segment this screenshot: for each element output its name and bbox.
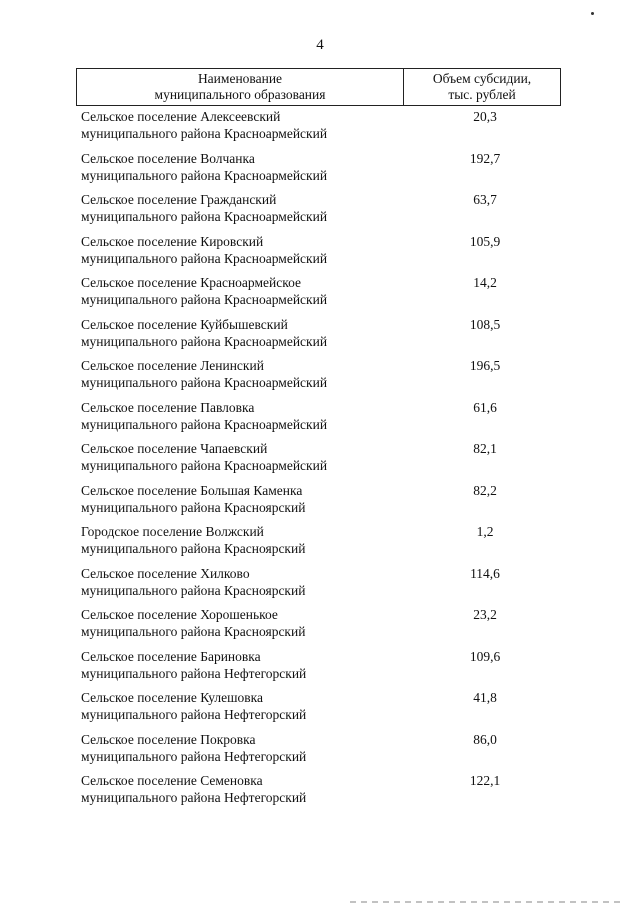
municipality-name-line2: муниципального района Красноармейский	[81, 333, 328, 349]
subsidy-amount: 196,5	[469, 358, 501, 373]
header-row	[77, 69, 561, 106]
table-row	[81, 108, 561, 150]
municipality-name-line1: Сельское поселение Семеновка	[81, 773, 263, 788]
subsidy-amount: 105,9	[469, 233, 501, 249]
municipality-name	[81, 191, 401, 225]
municipality-name-line2: муниципального района Нефтегорский	[81, 707, 307, 722]
municipality-name-line1: Городское поселение Волжский	[81, 524, 264, 539]
municipality-name-line2: муниципального района Красноярский	[81, 624, 306, 639]
municipality-name	[81, 357, 401, 391]
municipality-name-line1: Сельское поселение Ленинский	[81, 358, 264, 373]
table-body	[81, 108, 561, 814]
table-row	[81, 523, 561, 565]
header-amount-line2: тыс. рублей	[448, 87, 516, 102]
subsidy-amount: 1,2	[476, 524, 494, 539]
municipality-name	[81, 399, 401, 433]
municipality-name-line1: Сельское поселение Павловка	[81, 399, 255, 415]
municipality-name-line2: муниципального района Красноармейский	[81, 458, 328, 473]
municipality-name-line2: муниципального района Нефтегорский	[81, 790, 307, 805]
subsidy-amount: 41,8	[473, 690, 497, 705]
municipality-name-line1: Сельское поселение Хилково	[81, 565, 250, 581]
subsidy-amount: 14,2	[473, 275, 497, 290]
table-row	[81, 357, 561, 399]
municipality-name-line1: Сельское поселение Кировский	[81, 233, 264, 249]
subsidy-amount: 23,2	[473, 607, 497, 622]
municipality-name-line1: Сельское поселение Гражданский	[81, 192, 277, 207]
table-row	[81, 731, 561, 773]
table-row	[81, 482, 561, 524]
municipality-name-line1: Сельское поселение Хорошенькое	[81, 607, 278, 622]
header-amount-line1: Объем субсидии,	[432, 71, 532, 86]
municipality-name-line2: муниципального района Красноармейский	[81, 292, 328, 307]
municipality-name	[81, 565, 401, 599]
header-name-line1: Наименование	[197, 71, 283, 86]
table-row	[81, 772, 561, 814]
municipality-name-line2: муниципального района Красноярский	[81, 499, 306, 515]
municipality-name-line2: муниципального района Красноармейский	[81, 209, 328, 224]
municipality-name-line1: Сельское поселение Красноармейское	[81, 275, 301, 290]
municipality-name-line1: Сельское поселение Большая Каменка	[81, 482, 303, 498]
table-row	[81, 648, 561, 690]
subsidy-amount: 20,3	[473, 109, 497, 124]
municipality-name-line1: Сельское поселение Алексеевский	[81, 109, 281, 124]
header-name-cell	[77, 69, 404, 106]
municipality-name	[81, 523, 401, 557]
municipality-name-line2: муниципального района Красноармейский	[81, 375, 328, 390]
municipality-name	[81, 274, 401, 308]
municipality-name	[81, 233, 401, 267]
municipality-name-line2: муниципального района Красноармейский	[81, 126, 328, 141]
municipality-name-line2: муниципального района Красноармейский	[81, 250, 328, 266]
header-amount-cell	[404, 69, 561, 106]
municipality-name	[81, 150, 401, 184]
municipality-name	[81, 316, 401, 350]
table-row	[81, 191, 561, 233]
table-row	[81, 606, 561, 648]
municipality-name-line1: Сельское поселение Волчанка	[81, 150, 255, 166]
page-number: 4	[316, 37, 324, 53]
municipality-name-line2: муниципального района Нефтегорский	[81, 665, 307, 681]
municipality-name	[81, 689, 401, 723]
scan-footer-artifact	[350, 901, 620, 903]
municipality-name	[81, 648, 401, 682]
table-row	[81, 440, 561, 482]
table-row	[81, 233, 561, 275]
subsidy-amount: 192,7	[469, 150, 501, 166]
subsidy-amount: 86,0	[473, 731, 497, 747]
subsidy-amount: 114,6	[470, 565, 500, 581]
table-row	[81, 399, 561, 441]
municipality-name-line1: Сельское поселение Куйбышевский	[81, 316, 288, 332]
municipality-name-line2: муниципального района Красноармейский	[81, 416, 328, 432]
municipality-name-line2: муниципального района Красноярский	[81, 582, 306, 598]
municipality-name	[81, 731, 401, 765]
municipality-name-line1: Сельское поселение Покровка	[81, 731, 256, 747]
subsidy-amount: 108,5	[469, 316, 501, 332]
subsidy-amount: 82,1	[473, 441, 497, 456]
table-row	[81, 274, 561, 316]
municipality-name	[81, 440, 401, 474]
subsidy-amount: 122,1	[469, 773, 501, 788]
subsidy-amount: 61,6	[473, 399, 497, 415]
table-row	[81, 150, 561, 192]
municipality-name-line1: Сельское поселение Бариновка	[81, 648, 261, 664]
municipality-name-line2: муниципального района Красноярский	[81, 541, 306, 556]
header-name-line2: муниципального образования	[154, 87, 326, 102]
subsidy-amount: 63,7	[473, 192, 497, 207]
municipality-name-line1: Сельское поселение Кулешовка	[81, 690, 263, 705]
table-row	[81, 689, 561, 731]
municipality-name-line2: муниципального района Нефтегорский	[81, 748, 307, 764]
municipality-name	[81, 606, 401, 640]
municipality-name-line1: Сельское поселение Чапаевский	[81, 441, 268, 456]
table-row	[81, 565, 561, 607]
municipality-name	[81, 482, 401, 516]
municipality-name	[81, 772, 401, 806]
scan-mark	[591, 12, 594, 15]
municipality-name-line2: муниципального района Красноармейский	[81, 167, 328, 183]
table-row	[81, 316, 561, 358]
subsidy-amount: 109,6	[469, 648, 501, 664]
table-header	[76, 68, 561, 106]
municipality-name	[81, 108, 401, 142]
subsidy-amount: 82,2	[473, 482, 497, 498]
